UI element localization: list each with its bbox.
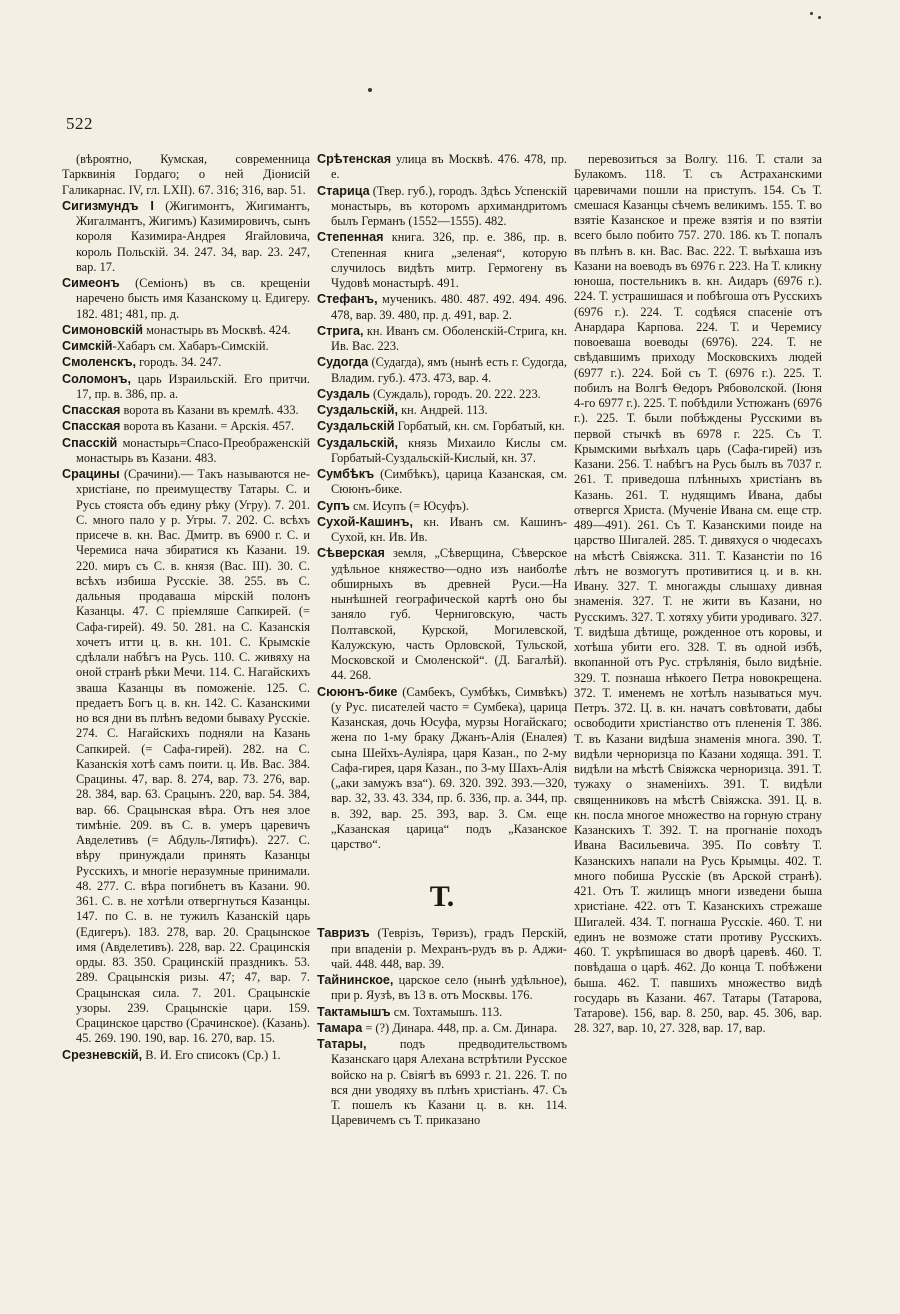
entry-text: ворота въ Казани. = Арскія. 457. <box>120 419 295 434</box>
entry-text: монастырь въ Москвѣ. 424. <box>142 322 291 337</box>
index-entry <box>317 685 567 853</box>
index-entry <box>317 515 567 546</box>
entry-headword: Степенная <box>317 230 384 245</box>
entry-headword: Срацины <box>62 467 120 481</box>
entry-headword: Супъ <box>317 498 350 513</box>
index-entry <box>62 355 310 370</box>
entry-text: монастырь=Спасо-Преображенскій монастырь въ Казани. 483. <box>76 435 310 465</box>
entry-headword: Спасская <box>62 403 121 417</box>
entry-text: (Твер. губ.), городъ. Здѣсь Успенскій монастырь, въ которомъ архимандритомъ былъ Германъ (1552—1555). 482. <box>331 183 567 228</box>
entry-text: подъ предводительствомъ Казанскаго царя Алехана встрѣтили Русское войско на р. Свіягѣ въ 6993 г. 21. 226. Т. по вся дни уводяху въ плѣнъ христіанъ. 47. Съ Т. пошелъ къ Казани ц. в. кн. 114. Царевичемъ съ Т. приказано <box>331 1037 567 1128</box>
entry-headword: Сухой-Кашинъ, <box>317 514 413 529</box>
entry-headword: Татары, <box>317 1037 367 1051</box>
entry-headword: Стефанъ, <box>317 292 378 307</box>
entry-text: = (?) Динара. 448, пр. а. См. Динара. <box>362 1020 558 1035</box>
entry-text: В. И. Его списокъ (Ср.) 1. <box>142 1047 281 1062</box>
entry-headword: Старица <box>317 183 370 198</box>
index-entry <box>317 926 567 972</box>
entry-headword: Сигизмундъ I <box>62 198 154 213</box>
entry-text: (Судагда), ямъ (нынѣ есть г. Судогда, Владим. губ.). 473. 473, вар. 4. <box>331 355 567 385</box>
entry-text: Горбатый, кн. см. Горбатый, кн. <box>394 419 565 434</box>
index-entry <box>317 1021 567 1036</box>
entry-continuation <box>62 152 310 198</box>
entry-text: (вѣроятно, Кумская, современница Тарквинія Гордаго; о ней Діонисій Галикарнас. IV, гл. LXII). 67. 316; 316, вар. 51. <box>62 152 310 197</box>
entry-text: кн. Андрей. 113. <box>397 403 488 417</box>
entry-text: -Хабаръ см. Хабаръ-Симскій. <box>112 339 269 353</box>
index-entry <box>317 230 567 291</box>
index-entry <box>62 323 310 338</box>
index-entry <box>317 184 567 230</box>
index-entry <box>62 419 310 434</box>
entry-headword: Спасская <box>62 419 121 434</box>
index-entry <box>62 467 310 1047</box>
entry-text: улица въ Москвѣ. 476. 478, пр. е. <box>331 152 567 182</box>
entry-text: книга. 326, пр. е. 386, пр. в. Степенная книга „зеленая“, которую случилось видѣть митр. Гермогену въ Чудовѣ монастырѣ. 491. <box>331 230 567 290</box>
entry-headword: Соломонъ, <box>62 371 131 386</box>
entry-headword: Сумбѣкъ <box>317 467 375 481</box>
entry-headword: Сѣверская <box>317 546 385 561</box>
entry-headword: Сююнъ-бике <box>317 684 398 699</box>
entry-text: царское село (нынѣ удѣльное), при р. Яузѣ, въ 13 в. отъ Москвы. 176. <box>331 973 567 1003</box>
index-entry <box>62 436 310 467</box>
index-entry <box>317 499 567 514</box>
entry-text: мученикъ. 480. 487. 492. 494. 496. 478, вар. 39. 480, пр. д. 491, вар. 2. <box>331 292 567 322</box>
entry-text: (Семіонъ) въ св. крещеніи наречено бысть имя Казанскому ц. Едигеру. 182. 481; 481, пр. д. <box>76 276 310 321</box>
entry-text: князь Михаило Кислы см. Горбатый-Суздальскій-Кислый, кн. 37. <box>331 435 567 465</box>
ink-dot-ornament <box>368 88 372 92</box>
entry-text: см. Тохтамышъ. 113. <box>390 1004 503 1019</box>
entry-headword: Симскій <box>62 339 113 353</box>
entry-headword: Срѣтенская <box>317 152 392 166</box>
entry-text: земля, „Сѣверщина, Сѣверское удѣльное княжество—одно изъ наиболѣе обширныхъ въ древней Руси.—На нынѣшней географической картѣ оно бы заняло губ. Черниговскую, часть Полтавской, Курской, Могилевской, Калужскую, часть Орловской, Тульской, Московской и Смоленской“. (Д. Багалѣй). 44. 268. <box>331 546 567 683</box>
index-entry <box>317 152 567 183</box>
entry-text: (Жигимонтъ, Жигимантъ, Жигалмантъ, Жигимъ) Казимировичъ, сынъ короля Казимира-Андрея Ягайловича, король Польскій. 34. 247. 34, вар. 23. 247, вар. 17. <box>76 198 310 274</box>
entry-text: городъ. 34. 247. <box>136 355 222 370</box>
index-entry <box>317 973 567 1004</box>
entry-headword: Симеонъ <box>62 276 120 290</box>
index-entry <box>62 1048 310 1063</box>
entry-text: перевозиться за Волгу. 116. Т. стали за Булакомъ. 118. Т. съ Астраханскими царевичами пошли на приступъ. 154. Съ Т. смешася Казанцы сѣчемъ великимъ. 155. Т. во взятіе Казанское и преже взятія и по взятіи всего было побито 757. 270. 186. къ Т. попалъ въ плѣнъ в. кн. Вас. Вас. 222. Т. выѣхаша изъ Казани на воеводъ въ 6976 г. 223. На Т. кликну юноша, постельникъ в. кн. Аидаръ (6976 г.). 224. Т. устрашишася и побѣгоша отъ Русскихъ (6976 г.). 224. Т. содѣяся спасеніе отъ Анардара Карпова. 224. Т. и Черемису повоеваша воеводы (6976). 224. Т. не свѣдавшимъ приходу Московскихъ людей (6977 г.). 224. Бой съ Т. (6976 г.). 225. Т. побилъ на Волгѣ Ѳедоръ Рябоволской. (Іюня 4-го 6977 г.). 225. Т. побѣдили Устюжанъ (6976 г.). 225. Т. были побѣждены Русскими въ первой стычкѣ въ 6978 г. 225. Съ Т. Крымскими выѣхалъ царь (Сафа-гирей) изъ Казани. 256. Т. набѣгъ на Русь былъ въ 7037 г. 261. Т. приведоша плѣнныхъ христіанъ въ Казань. 261. Т. нудящимъ Ивана, дабы отвергся Христа. (Мученіе Ивана см. еще стр. 489—491). 261. Съ Т. Казанскими поиде на царство Шигалей. 285. Т. дивяхуся о чюдесахъ на мѣстѣ Свіяжска. 311. Т. Казанстіи по 16 лѣтъ не возмогутъ противитися ц. и в. кн. Ивану. 327. Т. многажды слышаху дивная знаменія. 327. Т. не жити въ Казани, но Русскимъ. 327. Т. хотяху убити уродиваго. 327. Т. видѣша дѣтище, рожденное отъ коровы, и хотѣша убити его. 328. Т. въ одной избѣ, вкопанной отъ Рус. стрѣлянія, было видѣніе. 329. Т. познаша нѣкоего Петра новокрещена. 372. Т. именемъ не хотѣлъ называться муч. Петръ. 372. Ц. в. кн. начатъ совѣтовати, дабы освободити христіанство отъ плененія Т. 386. Т. въ Казани видѣша знаменія многа. 390. Т. видѣли черноризца по Казани ходяща. 391. Т. видѣли на мѣстѣ Свіяжска черноризца. 391. Т. тужаху о знаменіихъ. 391. Т. видѣли священниковъ на мѣстѣ Свіяжска. 391. Ц. в. кн. посла многое множество на горную страну Казанскихъ Т. 392. Т. на прогнаніе походъ Ивана Васильевича. 395. По совѣту Т. Казанскихъ напали на Русь Крымцы. 402. Т. много побиша Русскіе (въ Арской странѣ). 421. Отъ Т. жилищъ многи изведени быша христіане. 422. отъ Т. Казанскихъ стрежаше Шигалей. 434. Т. погнаша Русскіе. 460. Т. ни единъ не возможе стати противу Русскихъ. 460. Т. укрѣпишася во дворѣ царевѣ. 460. Т. повѣдаша о царѣ. 462. До конца Т. побѣжени быша. 462. Т. павшихъ множество видѣ государь въ Казани. 467. Татары (Татарова, Татарове). 156, вар. 8. 250, вар. 45. 306, вар. 28. 327, вар. 10, 27. 328, вар. 17, вар. <box>574 152 822 1036</box>
letter-section-heading: Т. <box>429 880 455 914</box>
index-entry <box>317 436 567 467</box>
entry-text: (Теврізъ, Тѳризъ), градъ Перскій, при впаденіи р. Мехранъ-рудъ въ р. Аджи-чай. 448. 448, вар. 39. <box>331 926 567 971</box>
index-entry <box>317 324 567 355</box>
entry-headword: Срезневскій, <box>62 1047 143 1062</box>
index-column-2 <box>317 152 567 1262</box>
index-entry <box>317 467 567 498</box>
ink-dot-ornament <box>810 12 813 15</box>
index-entry <box>62 276 310 322</box>
ink-dot-ornament <box>818 16 821 19</box>
index-column-1 <box>62 152 310 1262</box>
entry-continuation <box>574 152 822 1037</box>
index-entry <box>62 403 310 418</box>
index-entry <box>317 1037 567 1129</box>
entry-headword: Суздальскій <box>317 419 395 434</box>
entry-headword: Тавризъ <box>317 926 370 941</box>
index-entry <box>317 419 567 434</box>
entry-headword: Спасскій <box>62 435 118 450</box>
entry-text: см. Исупъ (= Юсуфъ). <box>349 498 469 513</box>
index-entry <box>62 339 310 354</box>
entry-headword: Тамара <box>317 1020 363 1035</box>
index-column-3 <box>574 152 822 1262</box>
index-entry <box>317 292 567 323</box>
index-entry <box>62 372 310 403</box>
entry-text: царь Израильскій. Его притчи. 17, пр. в. 386, пр. а. <box>76 371 310 401</box>
entry-headword: Суздальскій, <box>317 403 398 417</box>
entry-headword: Судогда <box>317 355 369 370</box>
entry-text: ворота въ Казани въ кремлѣ. 433. <box>120 403 299 417</box>
entry-headword: Тактамышъ <box>317 1004 391 1019</box>
entry-text: (Срачини).— Такъ называются не-христіане, по преимуществу Татары. С. и Русь стояста объ едину рѣку (Угру). 7. 201. С. много пало у р. Угры. 7. 202. С. всѣхъ присече в. кн. Вас. Дмитр. въ 6900 г. С. и Черемиса нача збиратися къ Казани. 19. 220. миръ съ С. в. князя (Вас. III). 30. С. всѣхъ избиша Русскіе. 38. 255. въ С. дальныя продаваша мірскій полонъ Казанцы. 47. С пріемляше Сапкирей. (= Сафа-гирей). 49. 50. 281. на С. Казанскія хочетъ итти ц. в. кн. 101. С. Крымскіе сдѣлали набѣгъ на Русь. 110. С. живяху на оной странѣ рѣки Мечи. 114. С. Нагайскихъ зваша Казанцы въ поможеніе. 125. С. предаетъ Богъ ц. в. кн. 142. С. Казанскими но вся дни въ плѣнъ ведоми бываху Русскіе. 274. С. Нагайскихъ подняли на Казань Сапкирей. (= Сафа-гирей). 282. на С. Казанскія хотѣ самъ поити. ц. Ив. Вас. 384. Срацины. 47, вар. 8. 274, вар. 73. 276, вар. 28. 384, вар. 63. Срацынъ. 220, вар. 54. 384, вар. 66. Срацынская вѣра. Отъ нея злое тимѣніе. 209. въ С. в. умеръ царевичъ Авделетивъ (= Абдуль-Лятифъ). 227. С. вѣру принуждали принять Казанцы Русскихъ, и многіе неразумные принимали. 48. 277. С. вѣра погибнетъ въ Казани. 90. 361. С. в. не хотѣли отвергнуться Казанцы. 147. по С. в. не тужилъ Казанскій царь (Едигеръ). 183. 278, вар. 20. Срацынское имя (Авделетивъ). 228, вар. 22. Срацинскія орды. 83. 350. Срацинскій праздникъ. 53. 289. Срацынскія ризы. 47; 47, вар. 7. Срацынская сила. 7. 201. Срацынскіе узоры. 239. Срацынскіе цари. 159. Срацинское царство (Срачинское). (Казань). 45. 269. 190. 190, вар. 16. 270, вар. 15. <box>76 467 310 1046</box>
entry-text: (Симбѣкъ), царица Казанская, см. Сююнъ-бике. <box>331 467 567 497</box>
index-entry <box>317 355 567 386</box>
index-entry <box>317 546 567 683</box>
entry-headword: Суздальскій, <box>317 435 398 450</box>
index-entry <box>317 1005 567 1020</box>
index-entry <box>62 199 310 275</box>
entry-headword: Тайнинское, <box>317 973 394 987</box>
entry-text: кн. Иванъ см. Кашинъ-Сухой, кн. Ив. Ив. <box>331 514 567 544</box>
index-entry <box>317 403 567 418</box>
page-number: 522 <box>66 114 93 133</box>
entry-headword: Суздаль <box>317 386 370 401</box>
entry-headword: Стрига, <box>317 323 364 338</box>
entry-text: (Суждаль), городъ. 20. 222. 223. <box>369 386 541 401</box>
entry-headword: Симоновскій <box>62 322 143 337</box>
entry-headword: Смоленскъ, <box>62 355 137 370</box>
index-entry <box>317 387 567 402</box>
entry-text: (Самбекъ, Сумбѣкъ, Симвѣкъ) (у Рус. писателей часто = Сумбека), царица Казанская, дочь Юсуфа, мурзы Ногайскаго; жена по 1-му браку Джанъ-Алія (Еналея) сына Шейхъ-Ауліяра, царя Казан., по 2-му Сафа-гирея, царя Казан., по 3-му Шахъ-Алія („аки замужъ вза“). 69. 320. 392. 393.—320, вар. 32, 33. 43. 334, пр. б. 336, пр. а. 344, пр. в. 392, вар. 25. 393, вар. 3. См. еще „Казанская царица“ подъ „Казанское царство“. <box>331 684 567 851</box>
entry-text: кн. Иванъ см. Оболенскій-Стрига, кн. Ив. Вас. 223. <box>331 323 567 353</box>
